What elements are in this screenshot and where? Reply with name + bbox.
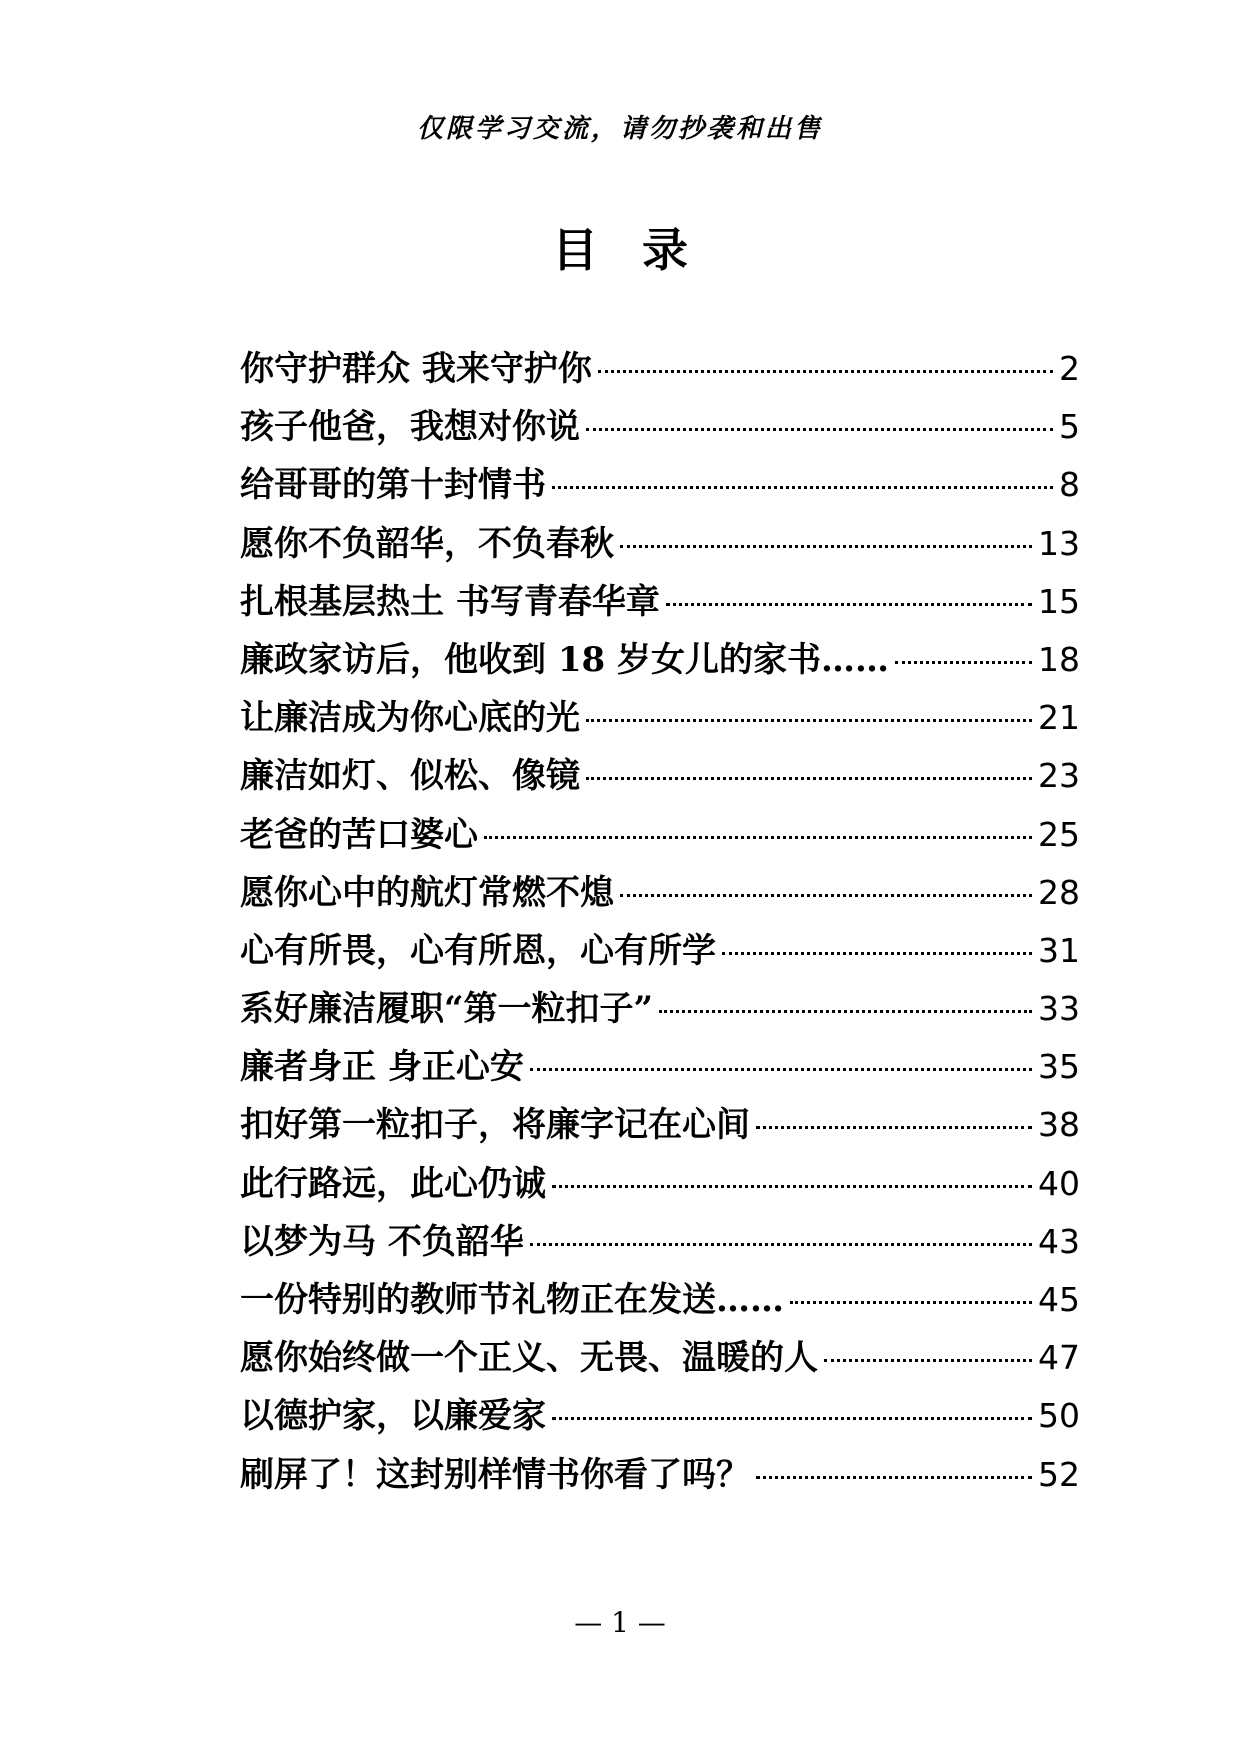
toc-entry[interactable] <box>240 748 1080 806</box>
toc-entry-page-number: 8 <box>1059 465 1080 505</box>
toc-entry[interactable] <box>240 632 1080 690</box>
toc-entry[interactable] <box>240 1447 1080 1505</box>
toc-entry-title[interactable]: 扎根基层热土 书写青春华章 <box>240 581 660 622</box>
toc-entry-page-number: 31 <box>1038 930 1080 970</box>
toc-entry-page-number: 40 <box>1038 1163 1080 1203</box>
toc-dot-leader <box>620 894 1032 897</box>
toc-entry-page-number: 23 <box>1038 756 1080 796</box>
toc-entry-title[interactable]: 一份特别的教师节礼物正在发送…… <box>240 1280 784 1320</box>
toc-dot-leader <box>895 661 1032 664</box>
toc-entry-title[interactable]: 以德护家，以廉爱家 <box>240 1396 546 1437</box>
toc-entry-page-number: 2 <box>1059 349 1080 388</box>
toc-dot-leader <box>790 1301 1032 1304</box>
toc-dot-leader <box>620 545 1032 548</box>
toc-dot-leader <box>598 370 1053 373</box>
toc-entry-page-number: 52 <box>1038 1454 1080 1494</box>
toc-entry-page-number: 47 <box>1038 1338 1080 1378</box>
toc-dot-leader <box>530 1243 1032 1246</box>
toc-dot-leader <box>824 1359 1032 1362</box>
toc-entry-page-number: 5 <box>1059 407 1080 447</box>
toc-entry-title[interactable]: 扣好第一粒扣子，将廉字记在心间 <box>240 1105 750 1146</box>
toc-entry-title[interactable]: 孩子他爸，我想对你说 <box>240 407 580 448</box>
toc-dot-leader <box>666 603 1032 606</box>
toc-entry-page-number: 15 <box>1038 581 1080 621</box>
toc-entry[interactable] <box>240 865 1080 923</box>
toc-entry-page-number: 25 <box>1038 814 1080 854</box>
toc-entry[interactable] <box>240 1388 1080 1446</box>
toc-entry[interactable] <box>240 1156 1080 1214</box>
toc-dot-leader <box>756 1476 1032 1479</box>
toc-entry[interactable] <box>240 341 1080 399</box>
toc-dot-leader <box>722 952 1032 955</box>
toc-dot-leader <box>586 428 1053 431</box>
toc-entry-title[interactable]: 愿你不负韶华，不负春秋 <box>240 523 614 564</box>
toc-entry-title[interactable]: 心有所畏，心有所恩，心有所学 <box>240 930 716 971</box>
page-number-footer: — 1 — <box>574 1606 666 1639</box>
toc-entry-title[interactable]: 你守护群众 我来守护你 <box>240 349 592 389</box>
toc-entry-title[interactable]: 系好廉洁履职“第一粒扣子” <box>240 989 654 1030</box>
toc-entry-page-number: 38 <box>1038 1105 1080 1145</box>
toc-entry-title[interactable]: 刷屏了！这封别样情书你看了吗？ <box>240 1454 750 1495</box>
toc-entry-title[interactable]: 愿你心中的航灯常燃不熄 <box>240 872 614 913</box>
toc-entry-title[interactable]: 老爸的苦口婆心 <box>240 814 478 855</box>
toc-dot-leader <box>484 836 1032 839</box>
toc-entry-title[interactable]: 廉者身正 身正心安 <box>240 1047 524 1088</box>
toc-dot-leader <box>530 1068 1032 1071</box>
toc-dot-leader <box>586 719 1032 722</box>
toc-entry-page-number: 33 <box>1038 989 1080 1029</box>
toc-entry-title[interactable]: 此行路远，此心仍诚 <box>240 1163 546 1204</box>
toc-entry[interactable] <box>240 1097 1080 1155</box>
toc-entry-title[interactable]: 廉政家访后，他收到 18 岁女儿的家书…… <box>240 639 889 680</box>
toc-dot-leader <box>659 1010 1032 1013</box>
toc-entry[interactable] <box>240 807 1080 865</box>
toc-entry[interactable] <box>240 574 1080 632</box>
toc-entry-title[interactable]: 给哥哥的第十封情书 <box>240 465 546 506</box>
header-note: 仅限学习交流，请勿抄袭和出售 <box>416 114 823 144</box>
toc-dot-leader <box>552 486 1053 489</box>
page-title: 目录 <box>552 223 732 277</box>
toc-entry-page-number: 43 <box>1038 1221 1080 1261</box>
toc-entry-page-number: 21 <box>1038 698 1080 738</box>
toc-dot-leader <box>756 1126 1032 1129</box>
toc-entry[interactable] <box>240 516 1080 574</box>
toc-entry[interactable] <box>240 457 1080 515</box>
toc-entry-title[interactable]: 愿你始终做一个正义、无畏、温暖的人 <box>240 1338 818 1379</box>
toc-entry[interactable] <box>240 981 1080 1039</box>
toc-entry[interactable] <box>240 1330 1080 1388</box>
toc-entry-page-number: 18 <box>1038 639 1080 679</box>
toc-dot-leader <box>552 1417 1032 1420</box>
toc-entry-page-number: 50 <box>1038 1396 1080 1436</box>
toc-entry[interactable] <box>240 690 1080 748</box>
toc-entry[interactable] <box>240 1272 1080 1330</box>
toc-entry-page-number: 45 <box>1038 1280 1080 1319</box>
table-of-contents <box>240 341 1080 1505</box>
toc-entry-title[interactable]: 以梦为马 不负韶华 <box>240 1221 524 1262</box>
toc-entry-title[interactable]: 廉洁如灯、似松、像镜 <box>240 756 580 797</box>
toc-entry[interactable] <box>240 1214 1080 1272</box>
toc-entry-page-number: 35 <box>1038 1047 1080 1087</box>
toc-dot-leader <box>586 777 1032 780</box>
toc-entry[interactable] <box>240 923 1080 981</box>
toc-entry[interactable] <box>240 1039 1080 1097</box>
toc-entry-page-number: 28 <box>1038 872 1080 912</box>
toc-entry[interactable] <box>240 399 1080 457</box>
toc-dot-leader <box>552 1185 1032 1188</box>
toc-entry-title[interactable]: 让廉洁成为你心底的光 <box>240 698 580 739</box>
toc-entry-page-number: 13 <box>1038 523 1080 563</box>
